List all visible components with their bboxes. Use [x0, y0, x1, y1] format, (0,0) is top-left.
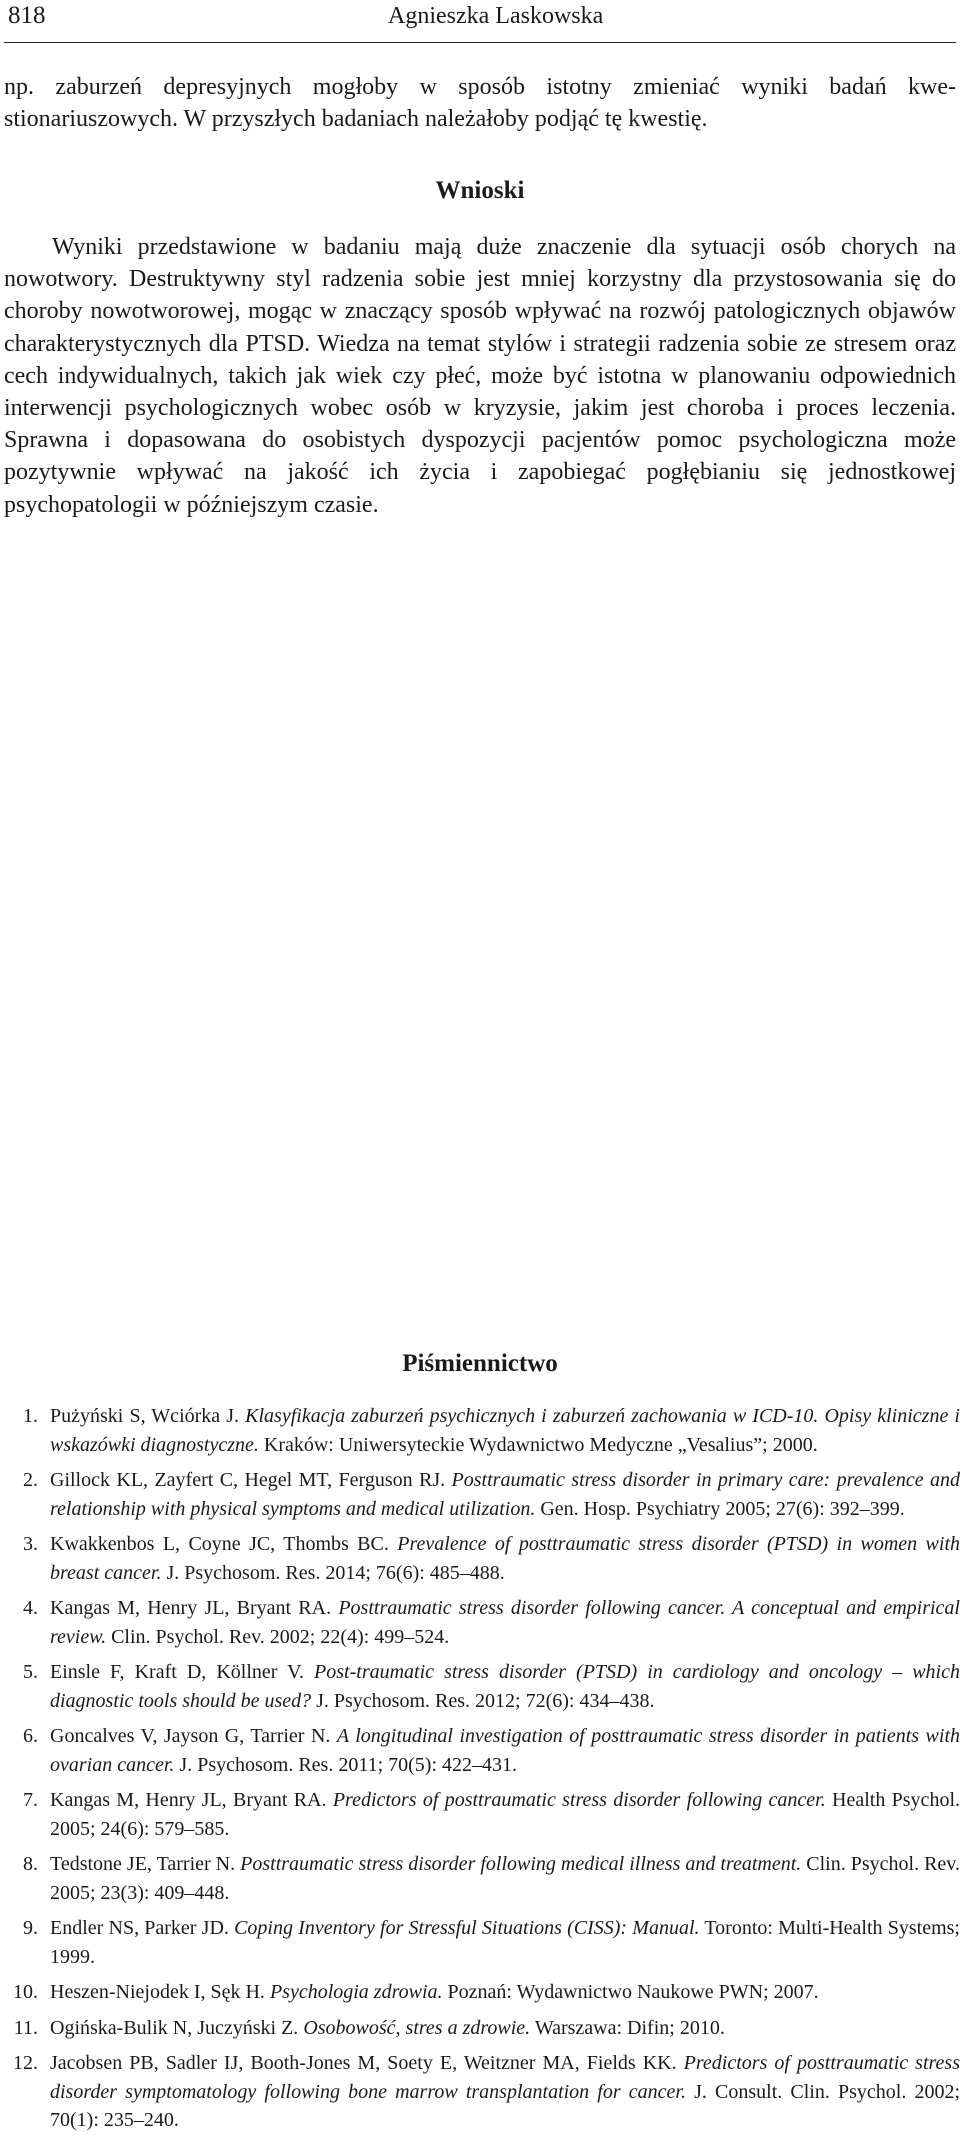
reference-text	[50, 1594, 960, 1651]
reference-authors: Tedstone JE, Tarrier N.	[50, 1853, 241, 1875]
reference-number: 12.	[13, 2052, 38, 2074]
reference-title: Psychologia zdrowia.	[269, 1981, 443, 2003]
reference-source: Health Psychol. 2005; 24(6): 579–585.	[50, 1789, 960, 1840]
reference-authors: Ogińska-Bulik N, Juczyński Z.	[50, 2016, 304, 2039]
reference-number: 9.	[23, 1917, 38, 1939]
reference-authors: Kangas M, Henry JL, Bryant RA.	[50, 1789, 333, 1811]
reference-title: Predictors of posttraumatic stress disorder following cancer.	[332, 1789, 826, 1811]
reference-text	[50, 1466, 960, 1523]
reference-title: A longitudinal investigation of posttraumatic stress disorder in patients with ovarian cancer.	[50, 1725, 960, 1776]
continuation-paragraph: np. zaburzeń depresyjnych mogłoby w sposób istotny zmieniać wyniki badań kwestionariuszowych. W przyszłych badaniach należałoby podjąć tę kwestię.	[4, 74, 956, 133]
reference-text	[50, 1530, 960, 1587]
reference-number: 3.	[23, 1533, 38, 1555]
reference-item	[0, 1658, 960, 1715]
reference-number: 5.	[23, 1661, 38, 1683]
reference-source: J. Consult. Clin. Psychol. 2002; 70(1): 235–240.	[50, 2080, 960, 2131]
reference-title: Prevalence of posttraumatic stress disorder (PTSD) in women with breast cancer.	[50, 1533, 960, 1584]
reference-number: 7.	[23, 1789, 38, 1811]
reference-source: Kraków: Uniwersyteckie Wydawnictwo Medyczne „Vesalius”; 2000.	[258, 1433, 818, 1456]
reference-item	[0, 2014, 960, 2043]
reference-number: 4.	[23, 1597, 38, 1619]
reference-item	[0, 1850, 960, 1907]
reference-text	[50, 1402, 960, 1459]
reference-title: Posttraumatic stress disorder in primary care: prevalence and relationship with physical symptoms and medical utilization.	[50, 1469, 960, 1520]
running-author: Agnieszka Laskowska	[388, 3, 604, 29]
reference-text	[50, 2049, 960, 2135]
reference-item	[0, 1402, 960, 1459]
reference-authors: Gillock KL, Zayfert C, Hegel MT, Ferguson RJ.	[50, 1469, 452, 1491]
reference-item	[0, 1594, 960, 1651]
reference-item	[0, 1722, 960, 1779]
reference-item	[0, 1914, 960, 1971]
reference-item	[0, 1466, 960, 1523]
reference-source: J. Psychosom. Res. 2011; 70(5): 422–431.	[174, 1753, 518, 1776]
reference-item	[0, 1530, 960, 1587]
reference-number: 6.	[23, 1725, 38, 1747]
reference-number: 1.	[23, 1405, 38, 1427]
reference-authors: Endler NS, Parker JD.	[50, 1917, 235, 1939]
reference-title: Osobowość, stres a zdrowie.	[303, 2016, 531, 2039]
reference-text	[50, 1914, 960, 1971]
reference-text	[50, 1722, 960, 1779]
reference-title: Posttraumatic stress disorder following cancer. A conceptual and empirical review.	[50, 1597, 960, 1648]
page-number: 818	[8, 2, 46, 29]
references-list	[0, 1402, 960, 2142]
reference-text	[50, 1850, 960, 1907]
reference-authors: Kangas M, Henry JL, Bryant RA.	[50, 1597, 339, 1619]
reference-source: Clin. Psychol. Rev. 2005; 23(3): 409–448.	[50, 1853, 960, 1904]
reference-source: J. Psychosom. Res. 2014; 76(6): 485–488.	[161, 1561, 505, 1584]
reference-item	[0, 1978, 960, 2007]
reference-number: 10.	[13, 1981, 38, 2003]
reference-source: Clin. Psychol. Rev. 2002; 22(4): 499–524.	[106, 1625, 450, 1648]
reference-authors: Einsle F, Kraft D, Köllner V.	[50, 1661, 315, 1683]
reference-text	[50, 1786, 960, 1843]
reference-source: Poznań: Wydawnictwo Naukowe PWN; 2007.	[442, 1981, 819, 2003]
reference-text	[50, 1658, 960, 1715]
references-heading: Piśmiennictwo	[402, 1350, 558, 1377]
reference-item	[0, 2049, 960, 2135]
reference-text	[50, 1978, 960, 2007]
reference-title: Coping Inventory for Stressful Situations (CISS): Manual.	[234, 1917, 700, 1939]
reference-authors: Goncalves V, Jayson G, Tarrier N.	[50, 1725, 337, 1747]
reference-item	[0, 1786, 960, 1843]
reference-source: Gen. Hosp. Psychiatry 2005; 27(6): 392–399.	[535, 1497, 905, 1520]
reference-number: 2.	[23, 1469, 38, 1491]
reference-source: Warszawa: Difin; 2010.	[530, 2016, 725, 2039]
reference-authors: Jacobsen PB, Sadler IJ, Booth-Jones M, Soety E, Weitzner MA, Fields KK.	[50, 2052, 684, 2074]
reference-authors: Pużyński S, Wciórka J.	[50, 1405, 246, 1427]
reference-title: Klasyfikacja zaburzeń psychicznych i zaburzeń zachowania w ICD-10. Opisy kliniczne i wskazówki diagnostyczne.	[50, 1405, 960, 1456]
reference-text	[50, 2014, 960, 2043]
reference-authors: Heszen-Niejodek I, Sęk H.	[50, 1981, 270, 2003]
reference-title: Predictors of posttraumatic stress disorder symptomatology following bone marrow transplantation for cancer.	[50, 2052, 960, 2103]
running-header	[4, 0, 956, 43]
reference-source: Toronto: Multi-Health Systems; 1999.	[50, 1917, 960, 1968]
reference-title: Posttraumatic stress disorder following medical illness and treatment.	[240, 1853, 802, 1875]
reference-number: 8.	[23, 1853, 38, 1875]
conclusions-paragraph: Wyniki przedstawione w badaniu mają duże znaczenie dla sytuacji osób chorych na nowotwory. Destruktywny styl radzenia sobie jest mniej korzystny dla przystosowania się do choroby nowotworowej, mogąc w znaczący sposób wpływać na rozwój patologicznych objawów charakterystycznych dla PTSD. Wiedza na temat stylów i strategii radzenia sobie ze stresem oraz cech indywidualnych, takich jak wiek czy płeć, może być istotna w planowaniu odpowiednich interwencji psychologicznych wobec osób w kryzysie, jakim jest choroba i proces leczenia. Sprawna i dopasowana do osobistych dyspozycji pacjentów pomoc psychologiczna może pozytywnie wpływać na jakość ich życia i zapobiegać pogłębianiu się jednostkowej psychopatologii w późniejszym czasie.	[4, 234, 956, 518]
reference-title: Post-traumatic stress disorder (PTSD) in cardiology and oncology – which diagnostic tools should be used?	[50, 1661, 960, 1712]
reference-number: 11.	[13, 2016, 38, 2039]
reference-authors: Kwakkenbos L, Coyne JC, Thombs BC.	[50, 1533, 398, 1555]
conclusions-heading: Wnioski	[435, 177, 525, 204]
reference-source: J. Psychosom. Res. 2012; 72(6): 434–438.	[311, 1689, 655, 1712]
